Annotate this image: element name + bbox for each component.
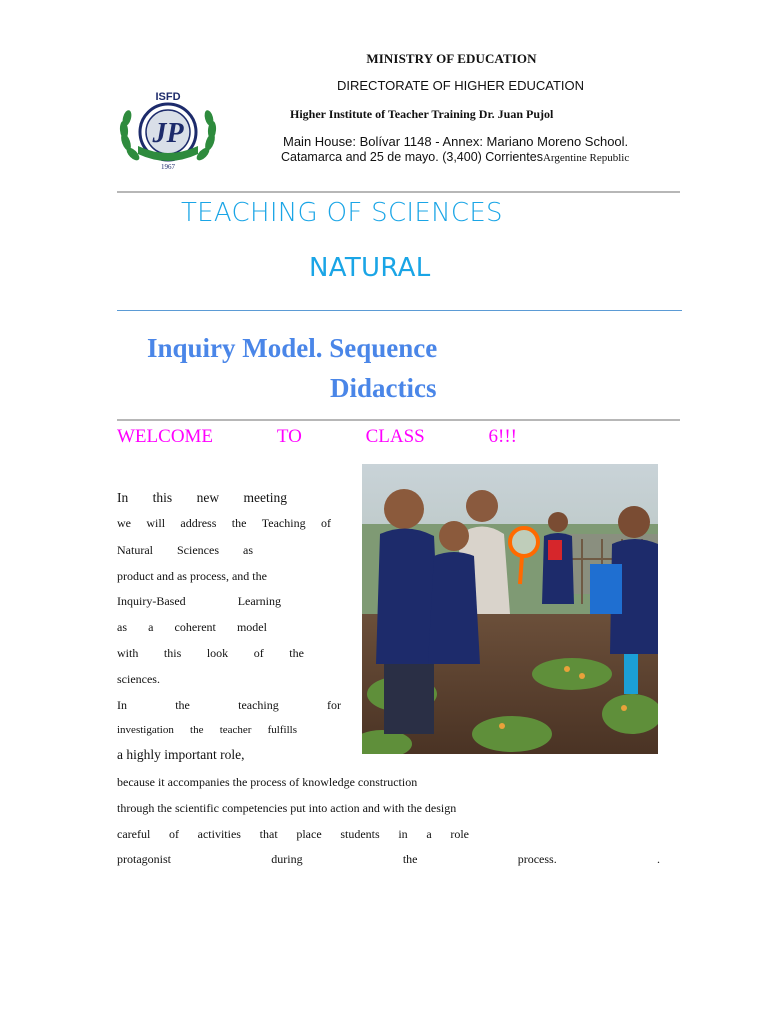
word: address <box>180 516 217 530</box>
word: process. <box>517 852 557 866</box>
paragraph-line <box>117 826 469 842</box>
svg-text:ISFD: ISFD <box>155 91 181 103</box>
word: this <box>163 646 182 660</box>
word: In <box>117 698 127 712</box>
word: In <box>117 490 129 505</box>
word: Inquiry-Based <box>117 594 186 608</box>
word: for <box>326 698 341 712</box>
word: that <box>259 827 278 841</box>
divider-subtitle <box>117 419 680 421</box>
address-line-2 <box>281 150 629 164</box>
address-line-1: Main House: Bolívar 1148 - Annex: Mariano Moreno School. <box>283 134 629 149</box>
word: during <box>271 852 303 866</box>
institute-name: Higher Institute of Teacher Training Dr. Juan Pujol <box>290 107 554 121</box>
word: protagonist <box>117 852 171 866</box>
paragraph-line <box>117 515 331 531</box>
paragraph-line <box>117 722 297 738</box>
word: Learning <box>237 594 281 608</box>
word: of <box>253 646 264 660</box>
paragraph-line <box>117 490 287 506</box>
word: a <box>426 827 432 841</box>
welcome-word: WELCOME <box>117 426 214 447</box>
word: Sciences <box>177 543 219 557</box>
word: as <box>117 620 127 634</box>
paragraph-line: through the scientific competencies put into action and with the design <box>117 801 457 815</box>
subtitle-line-2: Didactics <box>330 373 437 403</box>
directorate-heading: DIRECTORATE OF HIGHER EDUCATION <box>337 78 585 93</box>
paragraph-line <box>117 851 660 867</box>
title-line-2: NATURAL <box>309 253 431 283</box>
word: as <box>243 543 253 557</box>
word: we <box>117 516 131 530</box>
paragraph-line: product and as process, and the <box>117 569 267 583</box>
word: teaching <box>238 698 279 712</box>
svg-text:1967: 1967 <box>161 163 175 171</box>
paragraph-line <box>117 697 341 713</box>
word: role <box>450 827 469 841</box>
word: in <box>398 827 408 841</box>
institute-logo <box>118 90 218 172</box>
word: place <box>296 827 322 841</box>
word: investigation <box>117 724 174 736</box>
word: teacher <box>219 724 252 736</box>
classroom-garden-photo <box>362 464 658 754</box>
word: model <box>236 620 267 634</box>
paragraph-line <box>117 645 304 661</box>
welcome-banner <box>117 426 517 448</box>
word: Teaching <box>261 516 306 530</box>
word: this <box>152 490 173 505</box>
word: activities <box>197 827 241 841</box>
word: a <box>148 620 154 634</box>
word: the <box>289 646 304 660</box>
paragraph-line <box>117 619 267 635</box>
svg-text:JP: JP <box>152 118 184 149</box>
word: the <box>231 516 247 530</box>
word: will <box>146 516 166 530</box>
paragraph-line: a highly important role, <box>117 747 245 762</box>
word: look <box>206 646 229 660</box>
paragraph-line <box>117 593 281 609</box>
word: careful <box>117 827 151 841</box>
welcome-word: 6!!! <box>488 426 517 447</box>
word: of <box>320 516 331 530</box>
paragraph-line: sciences. <box>117 672 160 686</box>
word: the <box>190 724 204 736</box>
welcome-word: CLASS <box>365 426 425 447</box>
word: the <box>402 852 418 866</box>
welcome-word: TO <box>276 426 302 447</box>
word: with <box>117 646 139 660</box>
divider-title <box>117 310 682 311</box>
word: students <box>340 827 380 841</box>
ministry-heading: MINISTRY OF EDUCATION <box>366 51 537 66</box>
address-country: Argentine Republic <box>542 152 630 164</box>
word: . <box>656 852 660 866</box>
word: meeting <box>243 490 287 505</box>
word: the <box>175 698 190 712</box>
word: Natural <box>117 543 153 557</box>
word: fulfills <box>267 724 297 736</box>
word: new <box>196 490 220 505</box>
address-city: Catamarca and 25 de mayo. (3,400) Corrientes <box>281 150 543 164</box>
title-line-1: TEACHING OF SCIENCES <box>181 198 503 228</box>
word: of <box>168 827 179 841</box>
paragraph-line <box>117 542 253 558</box>
divider-top <box>117 191 680 193</box>
subtitle-line-1: Inquiry Model. Sequence <box>147 333 438 363</box>
word: coherent <box>174 620 216 634</box>
paragraph-line: because it accompanies the process of knowledge construction <box>117 775 418 789</box>
